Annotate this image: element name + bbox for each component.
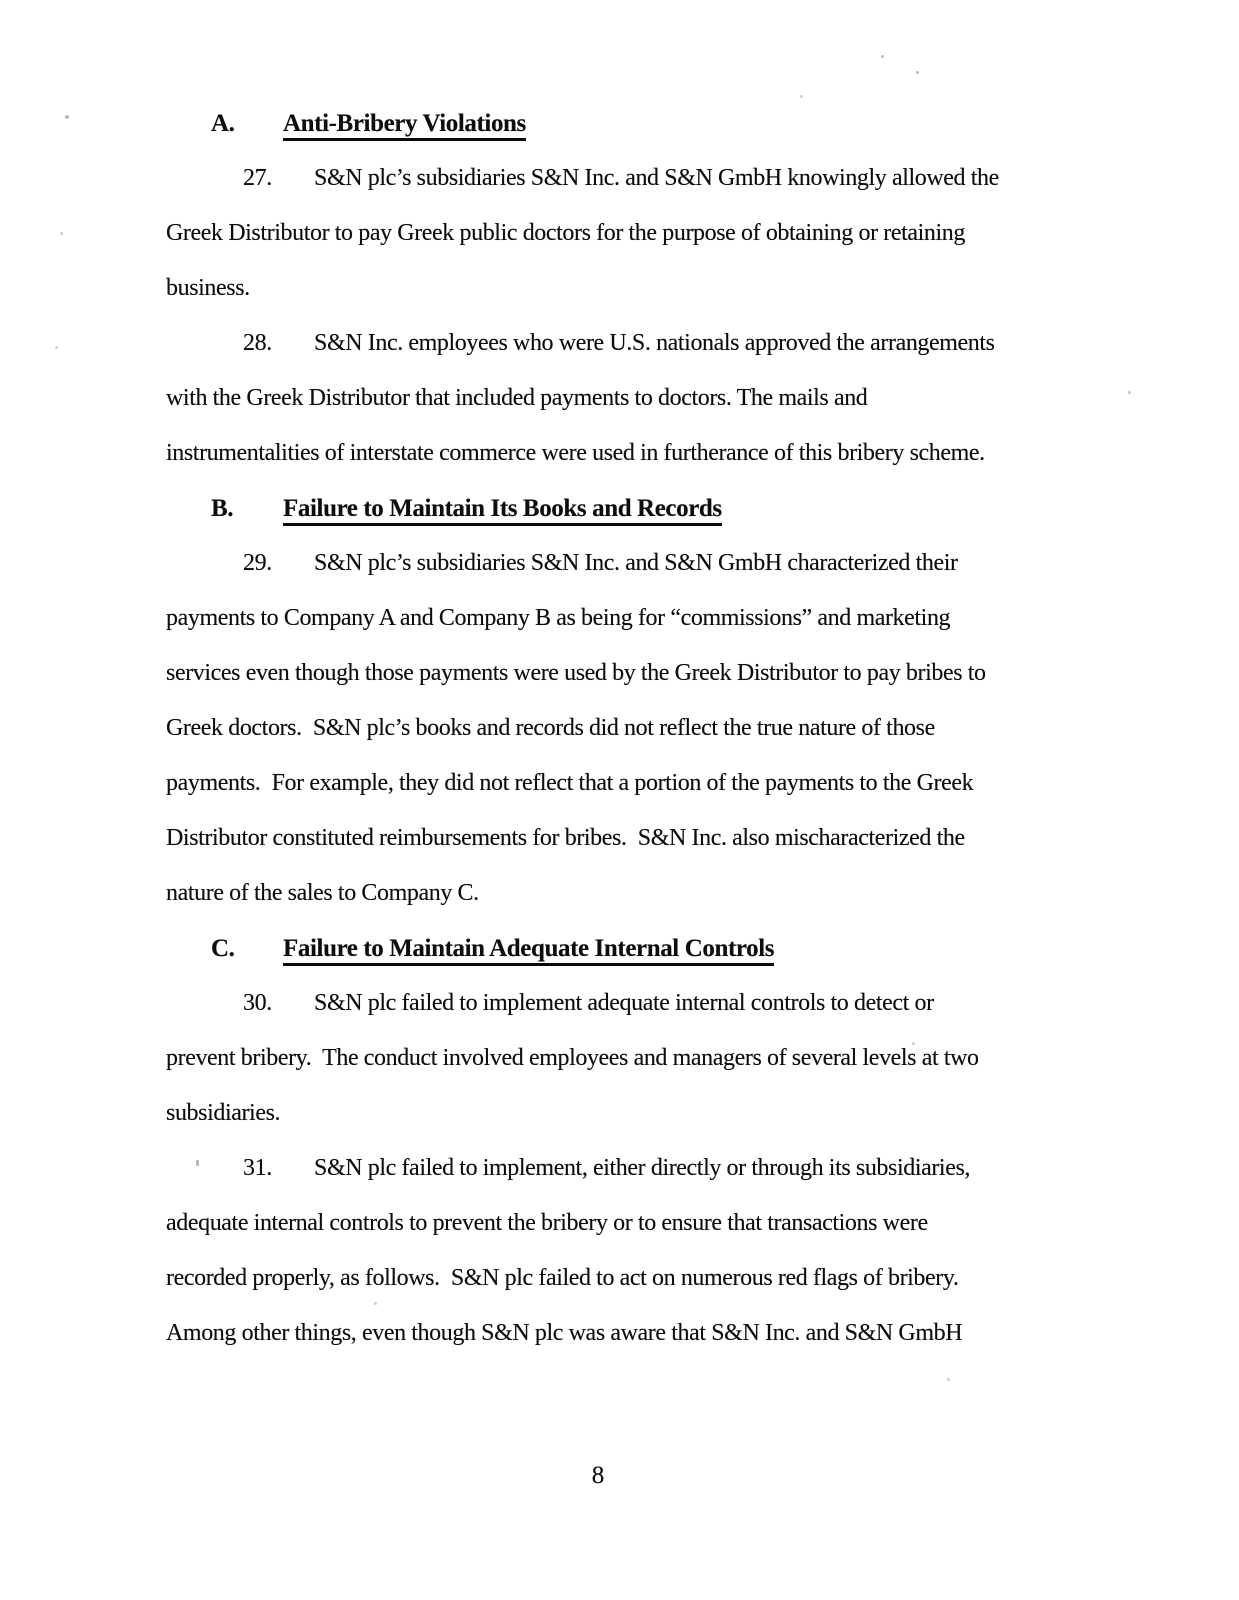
paragraph-28-line-3: instrumentalities of interstate commerce were used in furtherance of this bribery scheme.: [166, 440, 985, 466]
paragraph-29-line-2: payments to Company A and Company B as being for “commissions” and marketing: [166, 605, 951, 631]
section-letter: B.: [211, 495, 234, 522]
scan-speck: [912, 1042, 915, 1045]
paragraph-29-line-3: services even though those payments were used by the Greek Distributor to pay bribes to: [166, 660, 986, 686]
section-heading-c: [166, 921, 1106, 976]
paragraph-30-line-3: subsidiaries.: [166, 1100, 281, 1126]
paragraph-30-line-2: prevent bribery. The conduct involved employees and managers of several levels at two: [166, 1045, 979, 1071]
paragraph-31-line-2: adequate internal controls to prevent the bribery or to ensure that transactions were: [166, 1210, 928, 1236]
paragraph-30-line-1: [166, 976, 1106, 1031]
paragraph-29-line-6: Distributor constituted reimbursements for bribes. S&N Inc. also mischaracterized the: [166, 825, 965, 851]
paragraph-number: 31.: [243, 1155, 272, 1181]
paragraph-29-line-5: payments. For example, they did not reflect that a portion of the payments to the Greek: [166, 770, 974, 796]
paragraph-28-line-2: with the Greek Distributor that included payments to doctors. The mails and: [166, 385, 868, 411]
scan-speck: [65, 115, 69, 119]
scan-speck: [881, 55, 884, 58]
section-heading-a: [166, 96, 1106, 151]
paragraph-31-line-3: recorded properly, as follows. S&N plc failed to act on numerous red flags of bribery.: [166, 1265, 959, 1291]
section-heading-b: [166, 481, 1106, 536]
paragraph-27-line-1: [166, 151, 1106, 206]
paragraph-text: S&N plc’s subsidiaries S&N Inc. and S&N GmbH characterized their: [314, 550, 958, 576]
scan-speck: [947, 1378, 950, 1381]
paragraph-31-line-1: [166, 1141, 1106, 1196]
scan-speck: [916, 71, 919, 74]
section-title: Failure to Maintain Adequate Internal Controls: [283, 935, 774, 966]
paragraph-number: 29.: [243, 550, 272, 576]
paragraph-text: S&N Inc. employees who were U.S. nationals approved the arrangements: [314, 330, 995, 356]
paragraph-text: S&N plc failed to implement, either directly or through its subsidiaries,: [314, 1155, 970, 1181]
paragraph-28-line-1: [166, 316, 1106, 371]
scan-speck: [374, 1302, 377, 1305]
scan-speck: [196, 1160, 199, 1166]
paragraph-text: S&N plc’s subsidiaries S&N Inc. and S&N GmbH knowingly allowed the: [314, 165, 999, 191]
paragraph-number: 28.: [243, 330, 272, 356]
paragraph-29-line-7: nature of the sales to Company C.: [166, 880, 479, 906]
scan-speck: [60, 232, 63, 235]
paragraph-text: S&N plc failed to implement adequate internal controls to detect or: [314, 990, 934, 1016]
scan-speck: [800, 95, 803, 98]
paragraph-number: 30.: [243, 990, 272, 1016]
paragraph-31-line-4: Among other things, even though S&N plc was aware that S&N Inc. and S&N GmbH: [166, 1320, 963, 1346]
section-letter: A.: [211, 110, 235, 137]
paragraph-number: 27.: [243, 165, 272, 191]
paragraph-29-line-1: [166, 536, 1106, 591]
section-letter: C.: [211, 935, 235, 962]
document-text-block: [166, 96, 1106, 1361]
paragraph-29-line-4: Greek doctors. S&N plc’s books and records did not reflect the true nature of those: [166, 715, 935, 741]
section-title: Failure to Maintain Its Books and Records: [283, 495, 722, 526]
scan-speck: [1128, 391, 1131, 394]
scan-speck: [55, 346, 58, 349]
section-title: Anti-Bribery Violations: [283, 110, 526, 141]
paragraph-27-line-3: business.: [166, 275, 250, 301]
paragraph-27-line-2: Greek Distributor to pay Greek public doctors for the purpose of obtaining or retaining: [166, 220, 965, 246]
page-number: 8: [591, 1462, 605, 1489]
